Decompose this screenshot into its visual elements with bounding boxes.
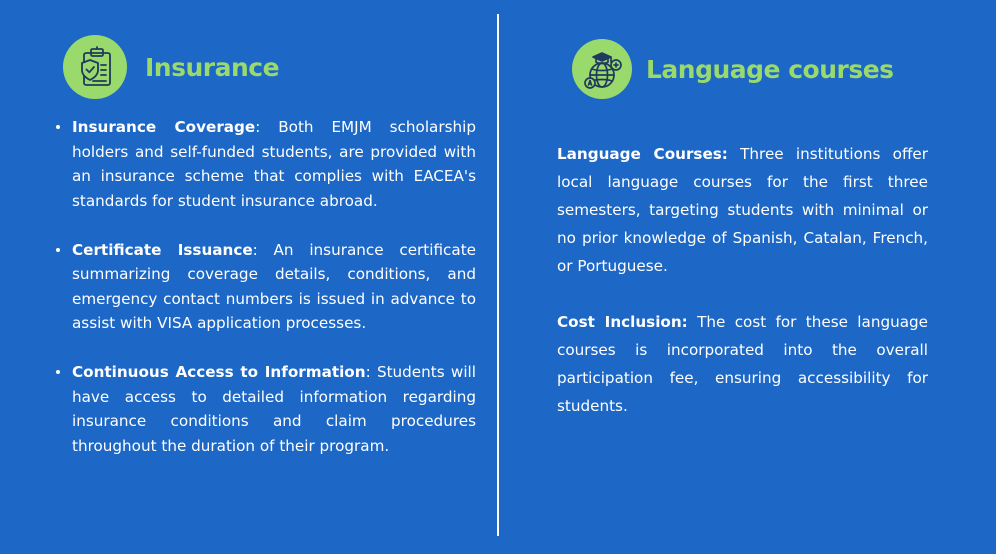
item-text: : Both EMJM scholarship holders and self-funded students, are provided with an insurance scheme that complies with EACEA's standards for student insurance abroad. — [72, 118, 476, 210]
language-paragraph — [557, 140, 928, 280]
language-header — [572, 39, 894, 99]
item-term: Continuous Access to Information — [72, 363, 366, 381]
language-title: Language courses — [646, 54, 894, 84]
list-item — [72, 360, 476, 458]
paragraph-text: The cost for these language courses is incorporated into the overall participation fee, ensuring accessibility for students. — [557, 313, 929, 415]
paragraph-text: Three institutions offer local language courses for the first three semesters, targeting students with minimal or no prior knowledge of Spanish, Catalan, French, or Portuguese. — [557, 145, 928, 275]
list-item — [72, 115, 476, 213]
list-item — [72, 238, 476, 336]
item-term: Certificate Issuance — [72, 240, 253, 259]
item-term: Insurance Coverage — [72, 118, 256, 136]
globe-graduation-icon — [572, 39, 632, 99]
item-text: : Students will have access to detailed information regarding insurance conditions and claim procedures throughout the duration of their program. — [72, 363, 476, 455]
item-text: : An insurance certificate summarizing coverage details, conditions, and emergency contact numbers is issued in advance to assist with VISA application processes. — [72, 240, 476, 332]
insurance-list — [50, 115, 476, 483]
paragraph-term: Language Courses: — [557, 145, 728, 163]
clipboard-shield-icon — [63, 35, 127, 99]
insurance-title: Insurance — [145, 52, 280, 82]
column-divider — [497, 14, 499, 536]
language-body — [557, 140, 928, 448]
paragraph-term: Cost Inclusion: — [557, 313, 688, 331]
insurance-header — [63, 35, 279, 99]
language-paragraph — [557, 308, 928, 420]
